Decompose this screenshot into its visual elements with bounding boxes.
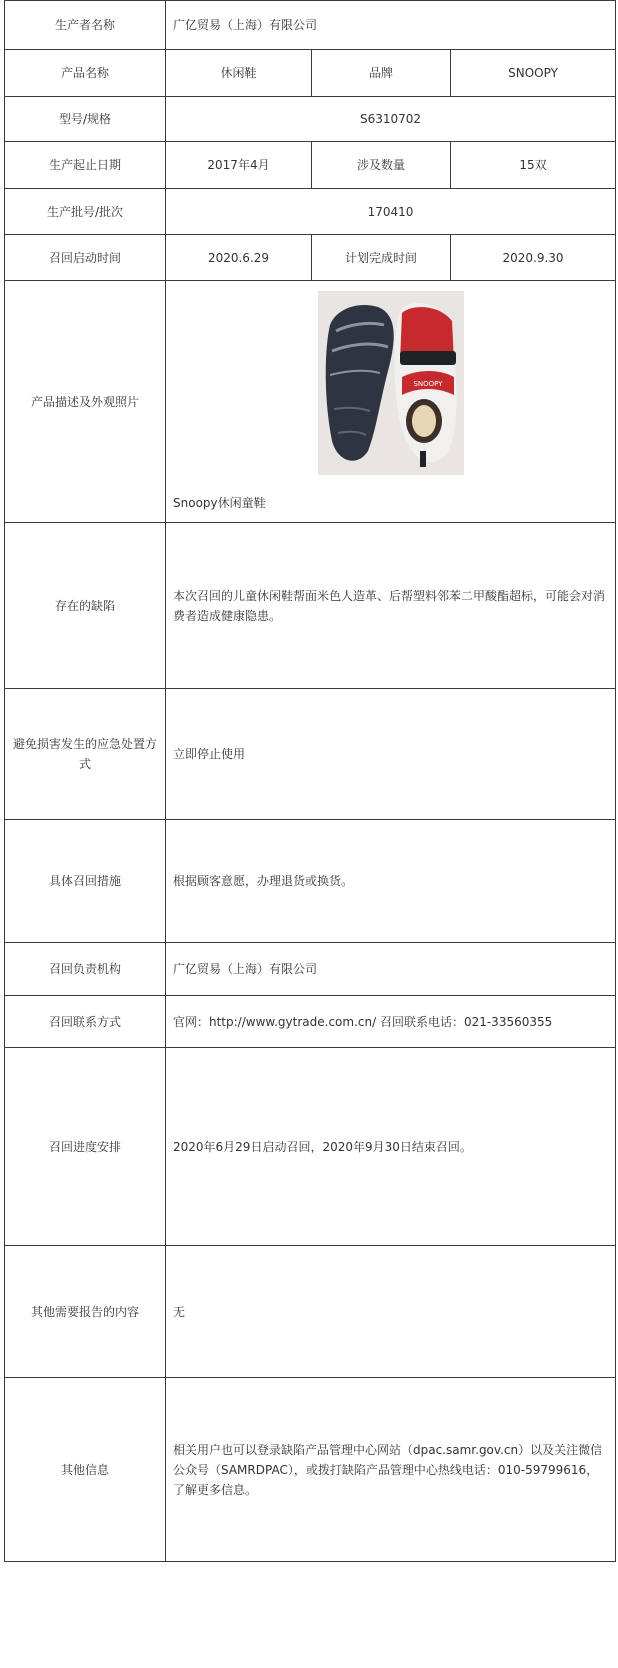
plan-complete-label: 计划完成时间: [312, 235, 451, 281]
row-production-date: [5, 142, 616, 189]
recall-start-label: 召回启动时间: [5, 235, 166, 281]
production-date-label: 生产起止日期: [5, 142, 166, 189]
product-name-label: 产品名称: [5, 50, 166, 97]
row-agency: [5, 943, 616, 996]
photo-caption: Snoopy休闲童鞋: [173, 495, 266, 510]
contact-label: 召回联系方式: [5, 996, 166, 1048]
shoe-illustration: [318, 291, 464, 475]
other-report-value: 无: [166, 1246, 616, 1378]
model-label: 型号/规格: [5, 97, 166, 142]
measures-label: 具体召回措施: [5, 820, 166, 943]
quantity-label: 涉及数量: [312, 142, 451, 189]
other-info-value: 相关用户也可以登录缺陷产品管理中心网站（dpac.samr.gov.cn）以及关注微信公众号（SAMRDPAC），或拨打缺陷产品管理中心热线电话：010-59799616，了解更多信息。: [166, 1378, 616, 1562]
row-manufacturer: [5, 1, 616, 50]
batch-label: 生产批号/批次: [5, 189, 166, 235]
manufacturer-value: 广亿贸易（上海）有限公司: [166, 1, 616, 50]
row-contact: [5, 996, 616, 1048]
description-label: 产品描述及外观照片: [5, 281, 166, 523]
product-name-value: 休闲鞋: [166, 50, 312, 97]
schedule-label: 召回进度安排: [5, 1048, 166, 1246]
batch-value: 170410: [166, 189, 616, 235]
row-description: [5, 281, 616, 523]
row-emergency: [5, 689, 616, 820]
contact-value: 官网：http://www.gytrade.com.cn/ 召回联系电话：021-33560355: [166, 996, 616, 1048]
photo-wrap: [173, 291, 608, 481]
description-cell: [166, 281, 616, 523]
manufacturer-label: 生产者名称: [5, 1, 166, 50]
recall-info-table: [4, 0, 616, 1562]
row-defect: [5, 523, 616, 689]
plan-complete-value: 2020.9.30: [451, 235, 616, 281]
product-photo: [318, 291, 464, 475]
defect-label: 存在的缺陷: [5, 523, 166, 689]
agency-label: 召回负责机构: [5, 943, 166, 996]
defect-value: 本次召回的儿童休闲鞋帮面米色人造革、后帮塑料邻苯二甲酸酯超标，可能会对消费者造成健康隐患。: [166, 523, 616, 689]
row-batch: [5, 189, 616, 235]
model-value: S6310702: [166, 97, 616, 142]
brand-value: SNOOPY: [451, 50, 616, 97]
other-info-label: 其他信息: [5, 1378, 166, 1562]
row-schedule: [5, 1048, 616, 1246]
measures-value: 根据顾客意愿，办理退货或换货。: [166, 820, 616, 943]
quantity-value: 15双: [451, 142, 616, 189]
production-date-value: 2017年4月: [166, 142, 312, 189]
shoe-logo-text: SNOOPY: [412, 379, 443, 388]
recall-start-value: 2020.6.29: [166, 235, 312, 281]
row-model: [5, 97, 616, 142]
emergency-value: 立即停止使用: [166, 689, 616, 820]
row-other-report: [5, 1246, 616, 1378]
agency-value: 广亿贸易（上海）有限公司: [166, 943, 616, 996]
row-recall-start: [5, 235, 616, 281]
schedule-value: 2020年6月29日启动召回，2020年9月30日结束召回。: [166, 1048, 616, 1246]
other-report-label: 其他需要报告的内容: [5, 1246, 166, 1378]
emergency-label: 避免损害发生的应急处置方式: [5, 689, 166, 820]
row-measures: [5, 820, 616, 943]
brand-label: 品牌: [312, 50, 451, 97]
row-other-info: [5, 1378, 616, 1562]
row-product: [5, 50, 616, 97]
